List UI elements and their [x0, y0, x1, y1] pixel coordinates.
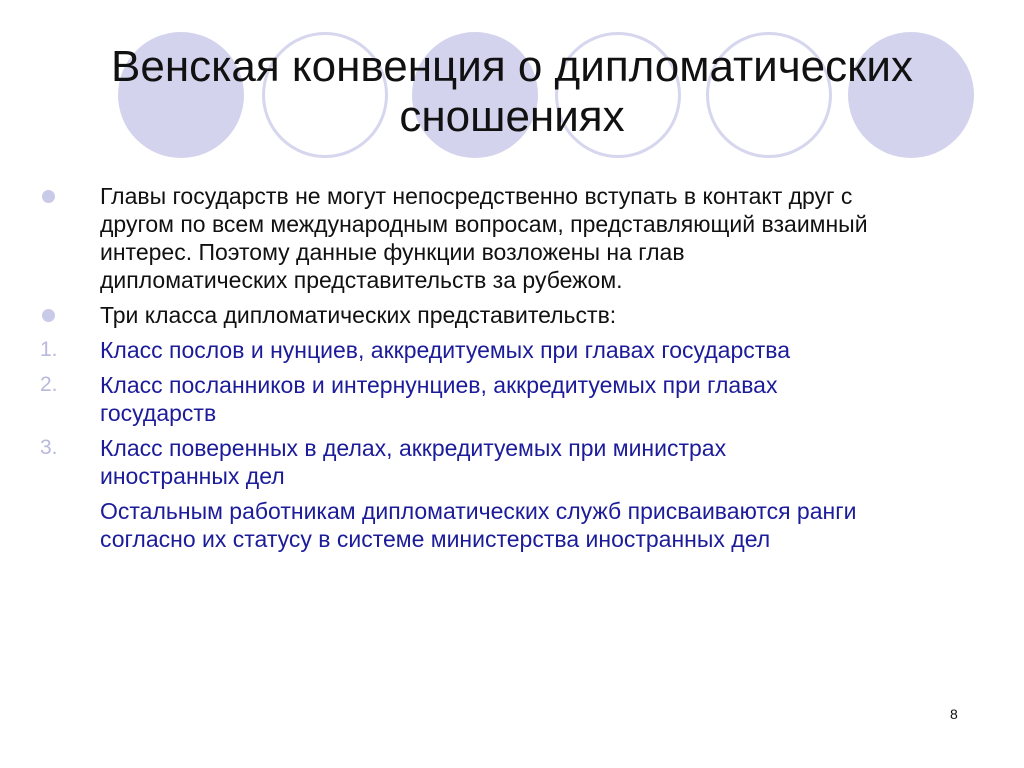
list-number: 3. — [40, 436, 58, 459]
bullet-dot-icon — [42, 309, 55, 322]
list-number: 2. — [40, 373, 58, 396]
note-text: Остальным работникам дипломатических служб присваиваются ранги согласно их статусу в системе министерства иностранных дел — [100, 498, 857, 552]
page-number: 8 — [950, 706, 958, 722]
numbered-item — [0, 336, 870, 364]
bullet-dot-icon — [42, 190, 55, 203]
numbered-item — [0, 371, 870, 427]
list-number: 1. — [40, 338, 58, 361]
numbered-text: Класс послов и нунциев, аккредитуемых при главах государства — [100, 337, 791, 363]
slide-title: Венская конвенция о дипломатических сношениях — [111, 42, 913, 141]
note-paragraph — [0, 497, 870, 553]
bullet-text: Три класса дипломатических представительств: — [100, 302, 617, 328]
numbered-text: Класс поверенных в делах, аккредитуемых при министрах иностранных дел — [100, 435, 727, 489]
numbered-item — [0, 434, 870, 490]
bullet-text: Главы государств не могут непосредственно вступать в контакт друг с другом по всем международным вопросам, представляющий взаимный интерес. Поэтому данные функции возложены на глав дипломатических представительств за рубежом. — [100, 183, 868, 293]
bullet-item — [0, 182, 870, 294]
slide-body — [0, 182, 1024, 560]
bullet-item — [0, 301, 870, 329]
numbered-text: Класс посланников и интернунциев, аккредитуемых при главах государств — [100, 372, 778, 426]
